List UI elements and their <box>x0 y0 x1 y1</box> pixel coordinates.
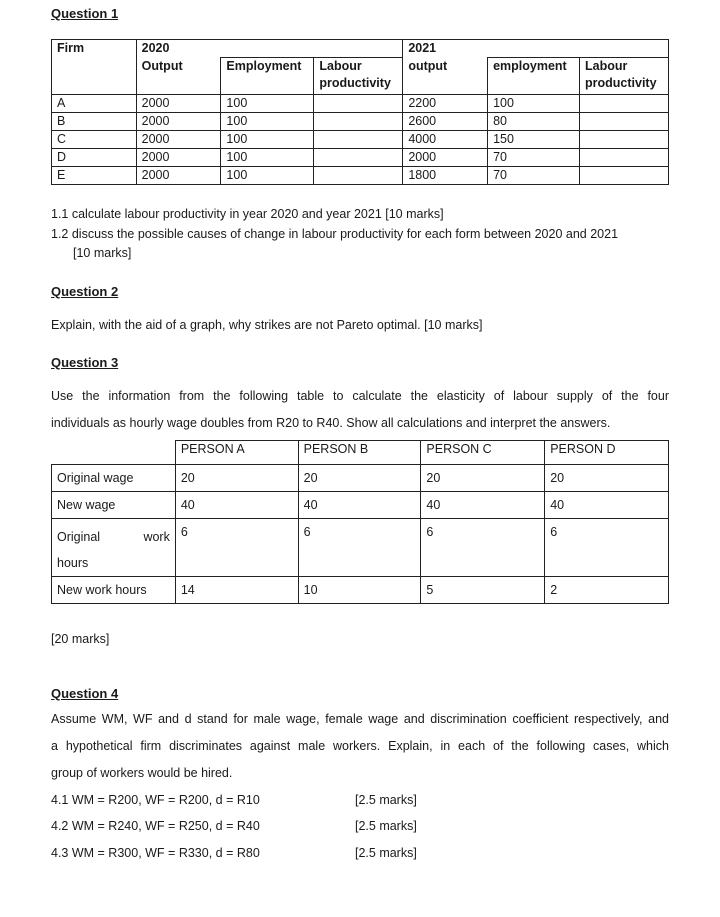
productivity-2021-header: Labour productivity <box>580 58 669 95</box>
q4-item-marks: [2.5 marks] <box>355 846 417 860</box>
q3-marks: [20 marks] <box>51 632 110 646</box>
value-cell: 40 <box>175 492 298 519</box>
value-cell: 5 <box>421 577 545 604</box>
employment-cell: 100 <box>221 95 314 113</box>
row-label <box>52 519 176 577</box>
table-row <box>52 95 669 113</box>
table-row <box>52 167 669 185</box>
employment-cell: 100 <box>221 131 314 149</box>
value-cell: 40 <box>421 492 545 519</box>
value-cell: 14 <box>175 577 298 604</box>
productivity-2020-header: Labour productivity <box>314 58 403 95</box>
question-4-heading: Question 4 <box>51 686 119 701</box>
output-cell: 1800 <box>403 167 488 185</box>
q4-line-1: Assume WM, WF and d stand for male wage, female wage and discrimination coefficient respectively, and <box>51 712 669 726</box>
output-cell: 2000 <box>136 131 221 149</box>
productivity-cell <box>580 167 669 185</box>
employment-cell: 150 <box>488 131 580 149</box>
productivity-cell <box>580 131 669 149</box>
year-2020-header: 2020 <box>136 40 403 58</box>
output-cell: 2600 <box>403 113 488 131</box>
productivity-cell <box>314 149 403 167</box>
output-2021-header: output <box>403 58 488 95</box>
firm-header-blank <box>52 58 137 95</box>
employment-cell: 100 <box>221 167 314 185</box>
table-row <box>52 113 669 131</box>
q4-item-text: 4.1 WM = R200, WF = R200, d = R10 <box>51 793 260 807</box>
firm-cell: E <box>52 167 137 185</box>
person-d-header: PERSON D <box>545 441 669 465</box>
row-label: New work hours <box>52 577 176 604</box>
q4-item-marks: [2.5 marks] <box>355 819 417 833</box>
output-2020-header: Output <box>136 58 221 95</box>
row-label-part: Original <box>57 530 101 544</box>
q4-item-marks: [2.5 marks] <box>355 793 417 807</box>
q4-line-3: group of workers would be hired. <box>51 766 233 780</box>
row-label-part: work <box>143 530 170 544</box>
employment-cell: 70 <box>488 167 580 185</box>
value-cell: 20 <box>545 465 669 492</box>
output-cell: 4000 <box>403 131 488 149</box>
q4-line-2: a hypothetical firm discriminates against male workers. Explain, in each of the following cases, which <box>51 739 669 753</box>
value-cell: 20 <box>175 465 298 492</box>
value-cell: 6 <box>421 519 545 577</box>
q3-line-1: Use the information from the following table to calculate the elasticity of labour supply of the four <box>51 389 669 403</box>
firm-cell: B <box>52 113 137 131</box>
table-row <box>52 577 669 604</box>
productivity-cell <box>314 113 403 131</box>
row-label-part: hours <box>57 556 89 570</box>
table-row <box>52 131 669 149</box>
value-cell: 40 <box>545 492 669 519</box>
value-cell: 6 <box>545 519 669 577</box>
productivity-cell <box>580 149 669 167</box>
value-cell: 2 <box>545 577 669 604</box>
value-cell: 20 <box>421 465 545 492</box>
employment-cell: 100 <box>221 113 314 131</box>
employment-cell: 100 <box>221 149 314 167</box>
value-cell: 10 <box>298 577 421 604</box>
output-cell: 2000 <box>136 167 221 185</box>
value-cell: 6 <box>298 519 421 577</box>
value-cell: 20 <box>298 465 421 492</box>
productivity-cell <box>314 95 403 113</box>
q1-item-2: 1.2 discuss the possible causes of change in labour productivity for each form between 2020 and 2021 <box>51 227 619 241</box>
firm-header: Firm <box>52 40 137 58</box>
productivity-cell <box>314 167 403 185</box>
q3-line-2: individuals as hourly wage doubles from R20 to R40. Show all calculations and interpret the answers. <box>51 416 611 430</box>
person-c-header: PERSON C <box>421 441 545 465</box>
question-2-heading: Question 2 <box>51 284 119 299</box>
productivity-cell <box>580 95 669 113</box>
person-b-header: PERSON B <box>298 441 421 465</box>
output-cell: 2200 <box>403 95 488 113</box>
q4-item-text: 4.2 WM = R240, WF = R250, d = R40 <box>51 819 260 833</box>
q4-item-text: 4.3 WM = R300, WF = R330, d = R80 <box>51 846 260 860</box>
q2-text: Explain, with the aid of a graph, why strikes are not Pareto optimal. [10 marks] <box>51 318 483 332</box>
firm-cell: C <box>52 131 137 149</box>
value-cell: 40 <box>298 492 421 519</box>
row-label: New wage <box>52 492 176 519</box>
q1-item-1: 1.1 calculate labour productivity in year 2020 and year 2021 [10 marks] <box>51 207 444 221</box>
output-cell: 2000 <box>136 95 221 113</box>
table-row <box>52 492 669 519</box>
productivity-table <box>51 39 669 185</box>
employment-2021-header: employment <box>488 58 580 95</box>
output-cell: 2000 <box>136 149 221 167</box>
productivity-cell <box>314 131 403 149</box>
value-cell: 6 <box>175 519 298 577</box>
employment-cell: 80 <box>488 113 580 131</box>
table-row <box>52 519 669 577</box>
output-cell: 2000 <box>403 149 488 167</box>
blank-corner-cell <box>52 441 176 465</box>
q1-item-2-marks: [10 marks] <box>73 246 132 260</box>
table-row <box>52 465 669 492</box>
question-1-heading: Question 1 <box>51 6 119 21</box>
firm-cell: A <box>52 95 137 113</box>
labour-supply-table <box>51 440 669 604</box>
person-a-header: PERSON A <box>175 441 298 465</box>
question-3-heading: Question 3 <box>51 355 119 370</box>
employment-cell: 100 <box>488 95 580 113</box>
year-2021-header: 2021 <box>403 40 669 58</box>
firm-cell: D <box>52 149 137 167</box>
employment-2020-header: Employment <box>221 58 314 95</box>
table-row <box>52 149 669 167</box>
output-cell: 2000 <box>136 113 221 131</box>
employment-cell: 70 <box>488 149 580 167</box>
row-label: Original wage <box>52 465 176 492</box>
productivity-cell <box>580 113 669 131</box>
